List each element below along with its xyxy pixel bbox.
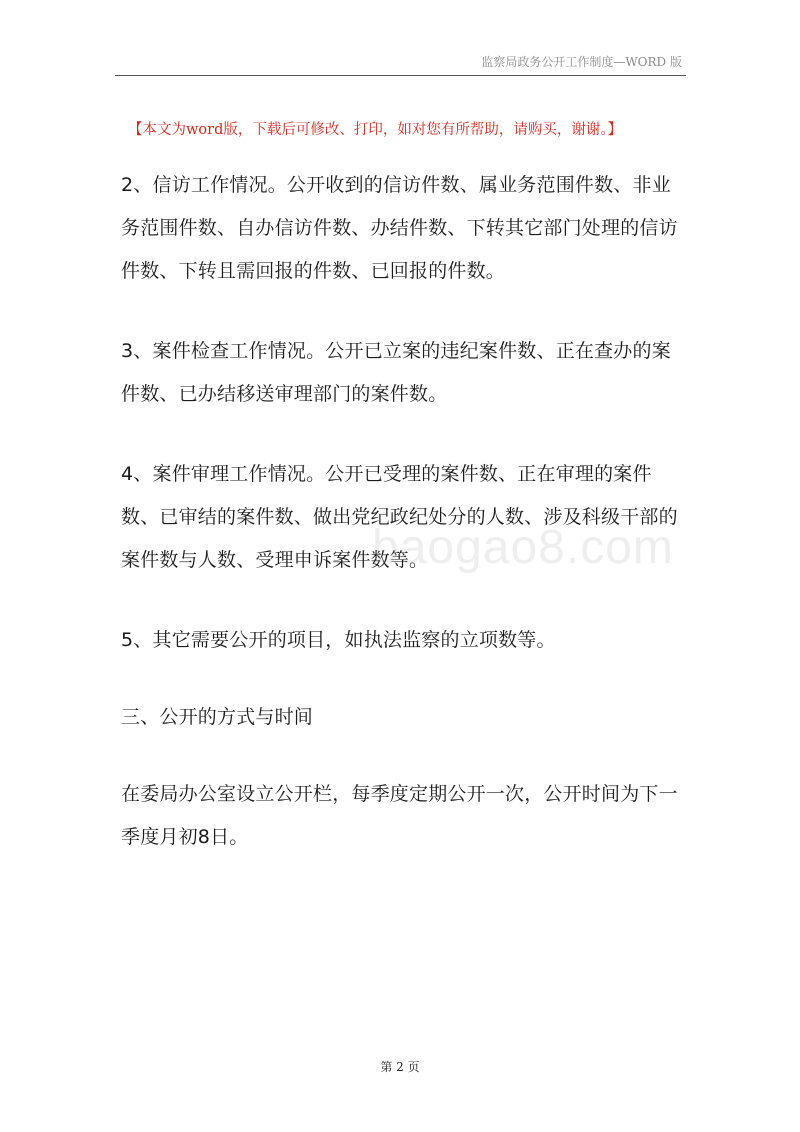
- paragraph-other-items: 5、其它需要公开的项目，如执法监察的立项数等。: [121, 629, 556, 651]
- purchase-notice: 【本文为word版，下载后可修改、打印，如对您有所帮助，请购买，谢谢。】: [128, 122, 623, 138]
- page-number: 第 2 页: [380, 1060, 420, 1074]
- header-rule: [115, 75, 686, 76]
- document-body: [121, 164, 687, 859]
- paragraph-case-review: 4、案件审理工作情况。公开已受理的案件数、正在审理的案件数、已审结的案件数、做出党纪政纪处分的人数、涉及科级干部的案件数与人数、受理申诉案件数等。: [121, 463, 678, 571]
- paragraph-petition: 2、信访工作情况。公开收到的信访件数、属业务范围件数、非业务范围件数、自办信访件数、办结件数、下转其它部门处理的信访件数、下转且需回报的件数、已回报的件数。: [121, 174, 678, 282]
- section-heading-method: 三、公开的方式与时间: [121, 706, 314, 728]
- paragraph-case-inspection: 3、案件检查工作情况。公开已立案的违纪案件数、正在查办的案件数、已办结移送审理部门的案件数。: [121, 340, 671, 405]
- paragraph-method-time: 在委局办公室设立公开栏，每季度定期公开一次，公开时间为下一季度月初8日。: [121, 783, 678, 848]
- header-title: 监察局政务公开工作制度—WORD 版: [481, 55, 682, 69]
- watermark: baogao8.com: [372, 521, 674, 574]
